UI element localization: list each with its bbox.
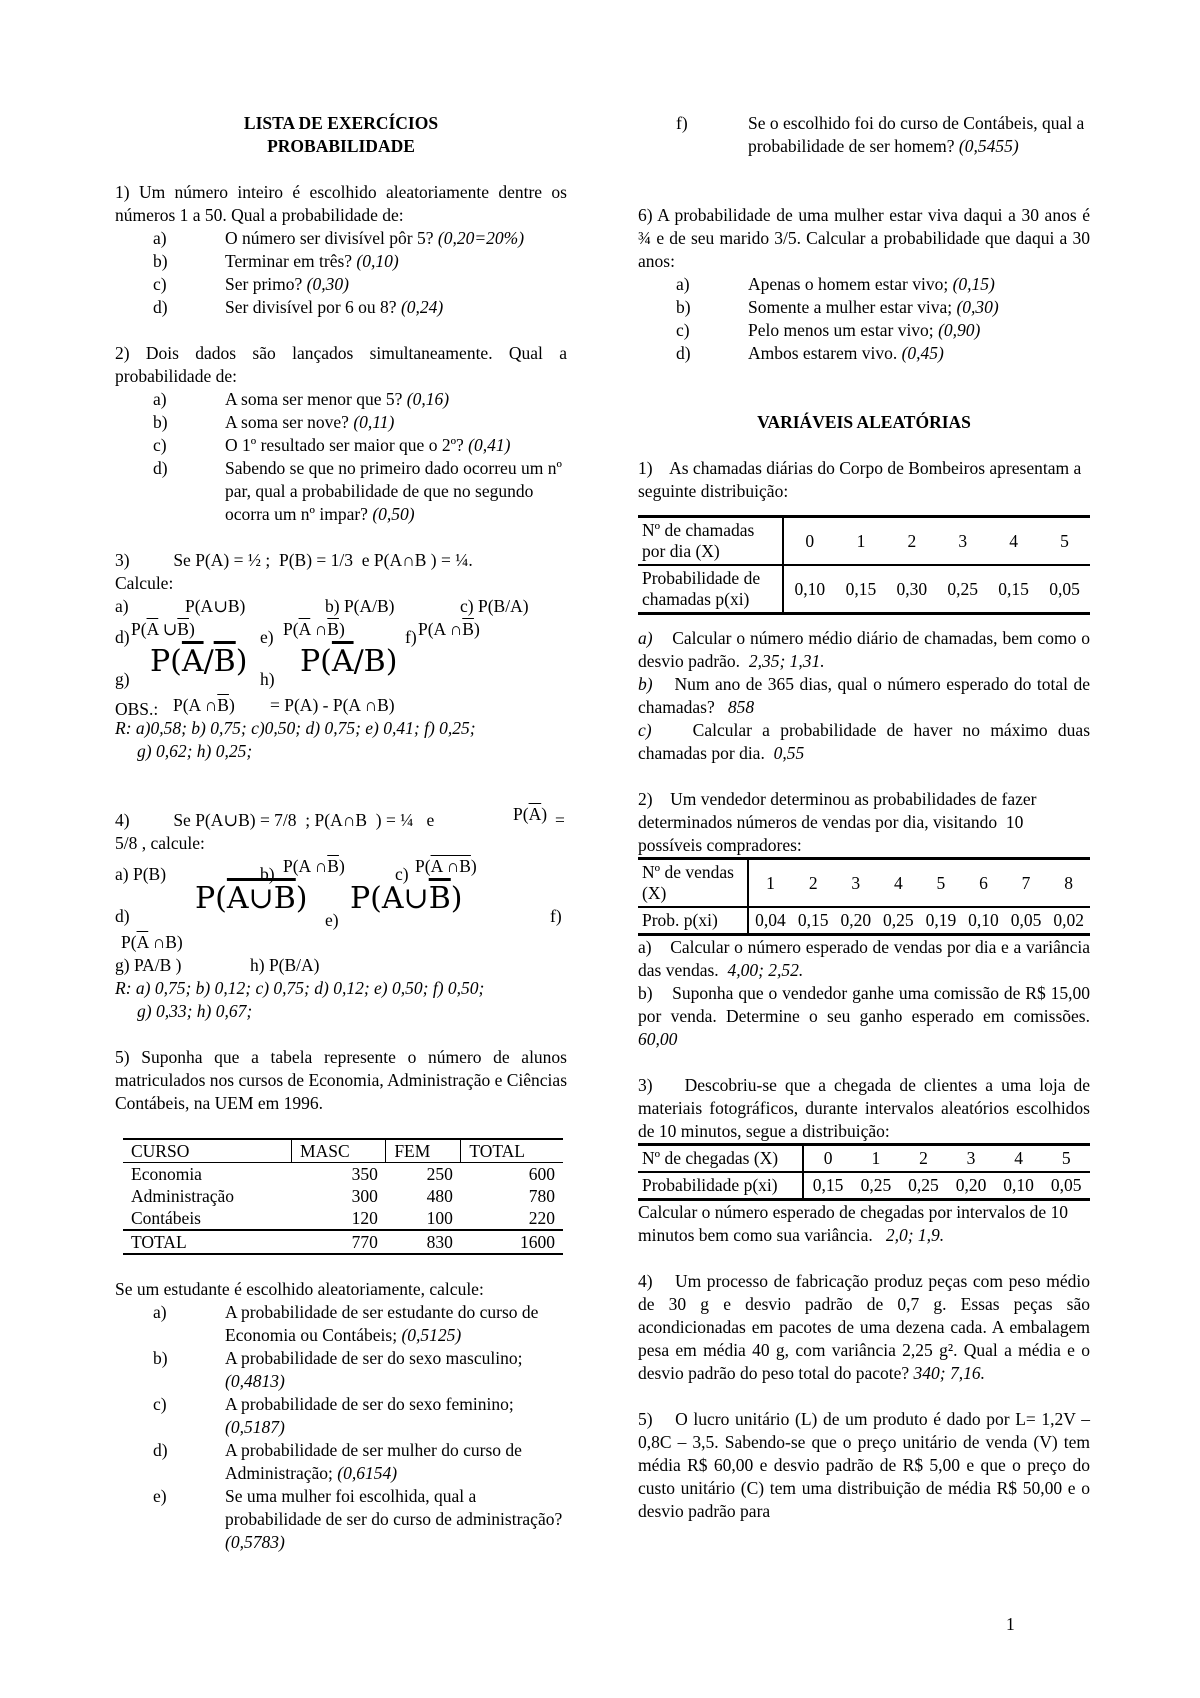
q4-row3: g) PA/B ) h) P(B/A) — [115, 955, 320, 975]
table-cell: 4 — [877, 859, 920, 908]
q4-f-expr: $P(\overline{A}$ ∩B) — [121, 932, 183, 952]
q4-answer-2: g) 0,33; h) 0,67; — [137, 1001, 253, 1021]
left-column — [115, 112, 567, 1554]
va5-text: 5) O lucro unitário (L) de um produto é dado por L= 1,2V – 0,8C – 3,5. Sabendo-se que o preço unitário de venda (V) tem média R$ 60,00 e desvio padrão de R$ 5,00 e que o preço do custo unitário (C) tem uma distribuição de média R$ 50,00 e o desvio padrão para — [638, 1409, 1095, 1521]
table-cell: 0,02 — [1047, 907, 1090, 935]
list-item: c) A probabilidade de ser do sexo feminino; (0,5187) — [153, 1394, 514, 1437]
list-item: a) A soma ser menor que 5? (0,16) — [153, 389, 450, 409]
q3-obs: OBS.: P(A $\cap\overline{B}$) = P(A) - P(A ∩B) — [115, 695, 395, 719]
va2-table — [638, 857, 1090, 936]
list-item: b) Terminar em três? (0,10) — [153, 251, 399, 271]
table-cell: 3 — [835, 859, 878, 908]
q1-stem: 1) Um número inteiro é escolhido aleatoriamente dentre os números 1 a 50. Qual a probabilidade de: — [115, 182, 567, 225]
table-cell: 1 — [748, 859, 792, 908]
table-row: Economia 350 250 600 — [131, 1164, 555, 1184]
table-cell: 0,20 — [835, 907, 878, 935]
table-cell: 0,25 — [937, 565, 988, 614]
q3-row3: g) $P(\overline{A}/\overline{B})$ h) $P(\overline{A}/B)$ — [115, 644, 398, 689]
section-title: VARIÁVEIS ALEATÓRIAS — [757, 412, 971, 432]
q1-list — [115, 227, 567, 319]
list-item: c) Pelo menos um estar vivo; (0,90) — [676, 320, 981, 340]
list-item: b) A probabilidade de ser do sexo masculino; (0,4813) — [153, 1348, 523, 1391]
q5-table-header: CURSO MASC FEM TOTAL — [123, 1139, 563, 1163]
table-cell: 0,15 — [836, 565, 887, 614]
table-cell: 0,15 — [988, 565, 1039, 614]
list-item: d) Sabendo se que no primeiro dado ocorreu um nº par, qual a probabilidade de que no segundo ocorra um nº impar? (0,50) — [153, 458, 562, 524]
page-title: LISTA DE EXERCÍCIOS — [243, 113, 439, 133]
q4-row2: d) P(A∪B) e) $P(A\cup\overline{B})$ f) — [115, 881, 562, 930]
list-item: a) O número ser divisível pôr 5? (0,20=20%) — [153, 228, 525, 248]
q4-answer-1: R: a) 0,75; b) 0,12; c) 0,75; d) 0,12; e) 0,50; f) 0,50; — [115, 978, 485, 998]
q3-answer-1: R: a)0,58; b) 0,75; c)0,50; d) 0,75; e) 0,41; f) 0,25; — [115, 718, 476, 738]
table-cell: 2 — [792, 859, 835, 908]
table-cell: 5 — [1039, 517, 1090, 566]
table-cell: 4 — [988, 517, 1039, 566]
table-cell: 2 — [886, 517, 937, 566]
table-cell: 0 — [783, 517, 836, 566]
va2-stem: 2) Um vendedor determinou as probabilidades de fazer determinados números de vendas por dia, visitando 10 possíveis compradores: — [638, 789, 1041, 855]
table-cell: 5 — [920, 859, 963, 908]
q4-stem: 4) Se P(A∪B) = 7/8 ; P(A∩B ) = ¼ e $P(\overline{A})$ = — [115, 804, 565, 830]
table-row: Nº de vendas (X) 1 2 3 4 5 6 7 8 — [638, 859, 1090, 908]
q4-row1: a) P(B) b) P(A $\cap\overline{B}$) c) P(A ∩B) — [115, 856, 477, 884]
table-cell: 0,15 — [792, 907, 835, 935]
list-item: c) Ser primo? (0,30) — [153, 274, 349, 294]
list-item: c) O 1º resultado ser maior que o 2º? (0,41) — [153, 435, 511, 455]
table-cell: 7 — [1005, 859, 1048, 908]
table-cell: 0,04 — [748, 907, 792, 935]
table-cell: 3 — [937, 517, 988, 566]
table-cell: 8 — [1047, 859, 1090, 908]
table-row: Nº de chamadas por dia (X) 0 1 2 3 4 5 — [638, 517, 1090, 566]
table-cell: 0,05 — [1042, 1172, 1090, 1200]
q2-list — [115, 388, 567, 526]
table-cell: 0,25 — [877, 907, 920, 935]
table-cell: 1 — [852, 1145, 900, 1173]
q3-calc: Calcule: — [115, 573, 174, 593]
va1-a: a) Calcular o número médio diário de chamadas, bem como o desvio padrão. 2,35; 1,31. — [638, 628, 1091, 671]
q4-calc: 5/8 , calcule: — [115, 833, 205, 853]
va1-b: b) Num ano de 365 dias, qual o número esperado do total de chamadas? 858 — [638, 674, 1091, 717]
list-item: f) Se o escolhido foi do curso de Contábeis, qual a probabilidade de ser homem? (0,5455) — [676, 113, 1085, 156]
table-cell: 3 — [947, 1145, 995, 1173]
table-row: Nº de chegadas (X) 0 1 2 3 4 5 — [638, 1145, 1090, 1173]
table-cell: 0,10 — [783, 565, 836, 614]
table-row: Probabilidade de chamadas p(xi) 0,10 0,15 0,30 0,25 0,15 0,05 — [638, 565, 1090, 614]
va4-text: 4) Um processo de fabricação produz peças com peso médio de 30 g e desvio padrão de 0,7 g. Essas peças são acondicionadas em pacotes de uma dezena cada. A embalagem pesa em média 40 g, com variância 2,25 g². Qual a média e o desvio padrão do peso total do pacote? 340; 7,16. — [638, 1271, 1095, 1383]
table-cell: 0 — [803, 1145, 852, 1173]
list-item: d) Ser divisível por 6 ou 8? (0,24) — [153, 297, 444, 317]
table-row: Contábeis 120 100 220 — [131, 1208, 555, 1228]
table-cell: 6 — [962, 859, 1005, 908]
table-cell: 0,19 — [920, 907, 963, 935]
list-item: b) Somente a mulher estar viva; (0,30) — [676, 297, 999, 317]
q5-table — [123, 1138, 563, 1255]
table-cell: 2 — [900, 1145, 948, 1173]
va3-stem: 3) Descobriu-se que a chegada de clientes a uma loja de materiais fotográficos, durante intervalos aleatórios escolhidos de 10 minutos, segue a distribuição: — [638, 1075, 1095, 1141]
q5-stem: 5) Suponha que a tabela represente o número de alunos matriculados nos cursos de Economia, Administração e Ciências Contábeis, na UEM em 1996. — [115, 1047, 567, 1113]
va2-a: a) Calcular o número esperado de vendas por dia e a variância das vendas. 4,00; 2,52. — [638, 937, 1095, 980]
table-total-row: TOTAL 770 830 1600 — [123, 1230, 563, 1254]
q5-list — [115, 1301, 567, 1554]
va3-after: Calcular o número esperado de chegadas por intervalos de 10 minutos bem como sua variância. 2,0; 1,9. — [638, 1202, 1069, 1245]
table-cell: 0,25 — [900, 1172, 948, 1200]
list-item: a) Apenas o homem estar vivo; (0,15) — [676, 274, 995, 294]
table-cell: 0,05 — [1039, 565, 1090, 614]
list-item: a) A probabilidade de ser estudante do curso de Economia ou Contábeis; (0,5125) — [153, 1302, 539, 1345]
right-column — [638, 112, 1095, 1523]
list-item: d) Ambos estarem vivo. (0,45) — [676, 343, 944, 363]
table-row: Prob. p(xi) 0,04 0,15 0,20 0,25 0,19 0,10 0,05 0,02 — [638, 907, 1090, 935]
list-item: d) A probabilidade de ser mulher do curso de Administração; (0,6154) — [153, 1440, 522, 1483]
q5-item-f — [638, 112, 1090, 158]
q3-answer-2: g) 0,62; h) 0,25; — [137, 741, 253, 761]
table-cell: 0,10 — [962, 907, 1005, 935]
table-cell: 1 — [836, 517, 887, 566]
table-cell: 4 — [995, 1145, 1043, 1173]
page-subtitle: PROBABILIDADE — [267, 136, 415, 156]
table-cell: 5 — [1042, 1145, 1090, 1173]
list-item: e) Se uma mulher foi escolhida, qual a probabilidade de ser do curso de administração? (0,5783) — [153, 1486, 563, 1552]
table-cell: 0,15 — [803, 1172, 852, 1200]
table-cell: 0,20 — [947, 1172, 995, 1200]
table-cell: 0,05 — [1005, 907, 1048, 935]
table-row: Administração 300 480 780 — [131, 1186, 555, 1206]
q3-row1: a) P(A∪B) b) P(A/B) c) P(B/A) — [115, 596, 529, 616]
q6-list — [638, 273, 1090, 365]
va2-b: b) Suponha que o vendedor ganhe uma comissão de R$ 15,00 por venda. Determine o seu ganho esperado em comissões. 60,00 — [638, 983, 1095, 1049]
va1-c: c) Calcular a probabilidade de haver no máximo duas chamadas por dia. 0,55 — [638, 720, 1091, 763]
q3-stem: 3) Se P(A) = ½ ; P(B) = 1/3 e P(A∩B ) = ¼. — [115, 550, 473, 570]
q5-after: Se um estudante é escolhido aleatoriamente, calcule: — [115, 1279, 484, 1299]
table-row: Probabilidade p(xi) 0,15 0,25 0,25 0,20 0,10 0,05 — [638, 1172, 1090, 1200]
q6-stem: 6) A probabilidade de uma mulher estar viva daqui a 30 anos é ¾ e de seu marido 3/5. Calcular a probabilidade que daqui a 30 anos: — [638, 205, 1090, 271]
table-cell: 0,25 — [852, 1172, 900, 1200]
va3-table — [638, 1143, 1090, 1201]
list-item: b) A soma ser nove? (0,11) — [153, 412, 395, 432]
page-number: 1 — [1006, 1614, 1015, 1634]
q2-stem: 2) Dois dados são lançados simultaneamente. Qual a probabilidade de: — [115, 343, 567, 386]
q3-row2: d) $P(\overline{A}$ $\cup\overline{B}$) e) $P(\overline{A}$ $\cap\overline{B}$) f) P(A $\cap\overline{B}$) — [115, 619, 480, 647]
va1-table — [638, 515, 1090, 615]
table-cell: 0,10 — [995, 1172, 1043, 1200]
va1-stem: 1) As chamadas diárias do Corpo de Bombeiros apresentam a seguinte distribuição: — [638, 458, 1086, 501]
table-cell: 0,30 — [886, 565, 937, 614]
